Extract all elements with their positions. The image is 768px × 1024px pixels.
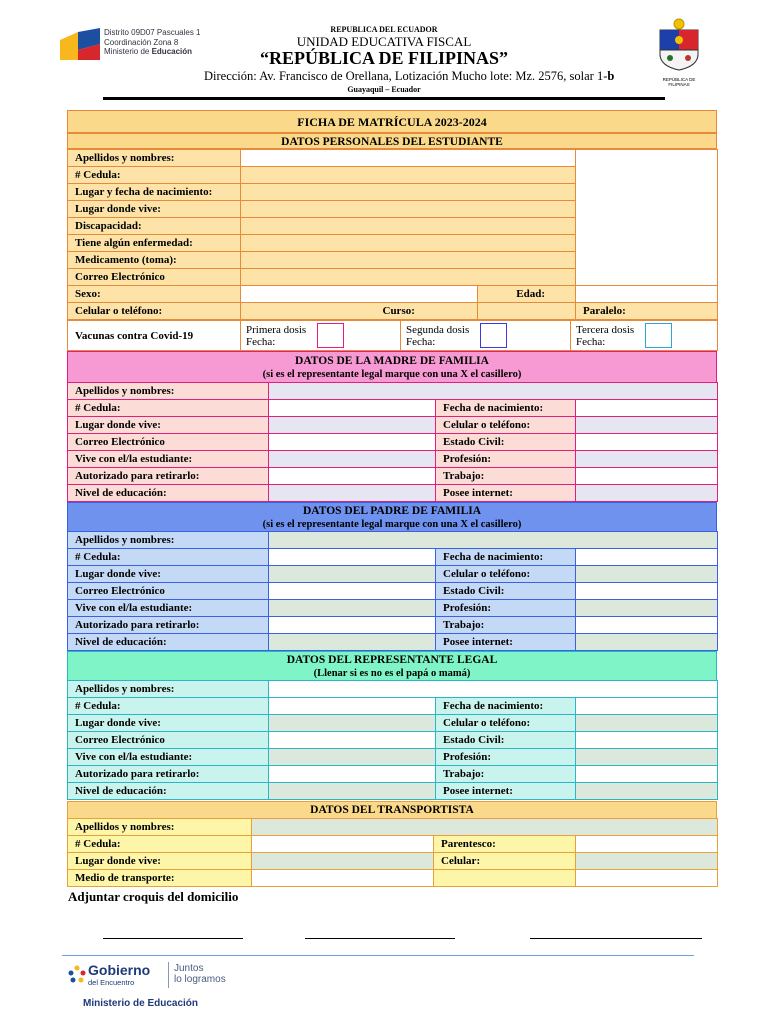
student-course-label: Curso:: [376, 303, 478, 320]
father-civil-label: Estado Civil:: [436, 583, 576, 600]
rep-authorized-field[interactable]: [269, 766, 436, 783]
student-names-field[interactable]: [241, 150, 576, 167]
student-lives-label: Lugar donde vive:: [68, 201, 241, 218]
dose3-checkbox[interactable]: [645, 323, 672, 348]
student-disability-label: Discapacidad:: [68, 218, 241, 235]
student-id-label: # Cedula:: [68, 167, 241, 184]
rep-internet-label: Posee internet:: [436, 783, 576, 800]
mother-authorized-field[interactable]: [269, 468, 436, 485]
mother-authorized-label: Autorizado para retirarlo:: [68, 468, 269, 485]
transport-medium-label: Medio de transporte:: [68, 870, 252, 887]
father-education-label: Nivel de educación:: [68, 634, 269, 651]
father-phone-label: Celular o teléfono:: [436, 566, 576, 583]
rep-liveswith-label: Vive con el/la estudiante:: [68, 749, 269, 766]
rep-email-label: Correo Electrónico: [68, 732, 269, 749]
rep-phone-label: Celular o teléfono:: [436, 715, 576, 732]
gobierno-text: Gobierno: [88, 962, 151, 978]
student-heading: DATOS PERSONALES DEL ESTUDIANTE: [67, 133, 717, 149]
rep-names-label: Apellidos y nombres:: [68, 681, 269, 698]
father-section: [67, 531, 717, 651]
student-section: [67, 149, 717, 351]
rep-id-label: # Cedula:: [68, 698, 269, 715]
father-civil-field[interactable]: [576, 583, 718, 600]
sketch-label: Adjuntar croquis del domicilio: [68, 889, 239, 904]
rep-section: [67, 680, 717, 800]
transport-cell-label: Celular:: [434, 853, 576, 870]
mother-job-field[interactable]: [576, 468, 718, 485]
transport-names-field[interactable]: [252, 819, 718, 836]
dose1-checkbox[interactable]: [317, 323, 344, 348]
transport-id-label: # Cedula:: [68, 836, 252, 853]
mother-section: [67, 382, 717, 502]
student-illness-field[interactable]: [241, 235, 576, 252]
transport-extra-field-2[interactable]: [576, 870, 718, 887]
mother-profession-field[interactable]: [576, 451, 718, 468]
mother-names-field[interactable]: [269, 383, 718, 400]
rep-liveswith-field[interactable]: [269, 749, 436, 766]
father-education-field[interactable]: [269, 634, 436, 651]
footer-ministry: Ministerio de Educación: [83, 998, 199, 1009]
student-vaccines-label: Vacunas contra Covid-19: [68, 321, 241, 351]
mother-email-label: Correo Electrónico: [68, 434, 269, 451]
gobierno-sub: del Encuentro: [88, 978, 135, 987]
student-phone-label: Celular o teléfono:: [68, 303, 241, 320]
transport-names-label: Apellidos y nombres:: [68, 819, 252, 836]
transport-heading: DATOS DEL TRANSPORTISTA: [67, 801, 717, 819]
transport-section: [67, 818, 717, 887]
mother-profession-label: Profesión:: [436, 451, 576, 468]
rep-education-label: Nivel de educación:: [68, 783, 269, 800]
signature-line-2[interactable]: [305, 938, 455, 939]
mother-internet-label: Posee internet:: [436, 485, 576, 502]
vaccine-dose1: Primera dosis Fecha:: [241, 321, 401, 351]
student-lives-field[interactable]: [241, 201, 576, 218]
rep-birth-label: Fecha de nacimiento:: [436, 698, 576, 715]
father-liveswith-field[interactable]: [269, 600, 436, 617]
gobierno-logo-icon: [68, 964, 86, 986]
father-birth-label: Fecha de nacimiento:: [436, 549, 576, 566]
vaccine-dose2: Segunda dosis Fecha:: [401, 321, 571, 351]
transport-cell-field[interactable]: [576, 853, 718, 870]
father-names-field[interactable]: [269, 532, 718, 549]
header-address: Dirección: Av. Francisco de Orellana, Lotización Mucho lote: Mz. 2576, solar 1-b: [204, 69, 615, 83]
mother-names-label: Apellidos y nombres:: [68, 383, 269, 400]
father-lives-field[interactable]: [269, 566, 436, 583]
header-unit: UNIDAD EDUCATIVA FISCAL: [296, 34, 472, 49]
ministry-logo-text: Distrito 09D07 Pascuales 1 Coordinación Zona 8 Ministerio de Educación: [104, 28, 201, 56]
father-job-label: Trabajo:: [436, 617, 576, 634]
father-authorized-label: Autorizado para retirarlo:: [68, 617, 269, 634]
student-phone-field[interactable]: [241, 303, 376, 320]
student-medication-label: Medicamento (toma):: [68, 252, 241, 269]
header-country: REPUBLICA DEL ECUADOR: [330, 25, 438, 34]
rep-phone-field[interactable]: [576, 715, 718, 732]
footer-rule: [62, 955, 694, 956]
transport-medium-field[interactable]: [252, 870, 434, 887]
dose2-checkbox[interactable]: [480, 323, 507, 348]
rep-job-field[interactable]: [576, 766, 718, 783]
mother-liveswith-label: Vive con el/la estudiante:: [68, 451, 269, 468]
mother-phone-field[interactable]: [576, 417, 718, 434]
student-age-field[interactable]: [576, 286, 718, 303]
mother-phone-label: Celular o teléfono:: [436, 417, 576, 434]
student-course-field[interactable]: [478, 303, 576, 320]
mother-birth-label: Fecha de nacimiento:: [436, 400, 576, 417]
rep-lives-label: Lugar donde vive:: [68, 715, 269, 732]
rep-education-field[interactable]: [269, 783, 436, 800]
rep-names-field[interactable]: [269, 681, 718, 698]
mother-email-field[interactable]: [269, 434, 436, 451]
father-email-field[interactable]: [269, 583, 436, 600]
father-email-label: Correo Electrónico: [68, 583, 269, 600]
mother-civil-label: Estado Civil:: [436, 434, 576, 451]
student-parallel-label: Paralelo:: [576, 303, 718, 320]
transport-extra-field[interactable]: [434, 870, 576, 887]
rep-birth-field[interactable]: [576, 698, 718, 715]
student-email-label: Correo Electrónico: [68, 269, 241, 286]
father-internet-label: Posee internet:: [436, 634, 576, 651]
father-birth-field[interactable]: [576, 549, 718, 566]
father-phone-field[interactable]: [576, 566, 718, 583]
father-liveswith-label: Vive con el/la estudiante:: [68, 600, 269, 617]
father-names-label: Apellidos y nombres:: [68, 532, 269, 549]
rep-lives-field[interactable]: [269, 715, 436, 732]
mother-job-label: Trabajo:: [436, 468, 576, 485]
student-illness-label: Tiene algún enfermedad:: [68, 235, 241, 252]
father-profession-label: Profesión:: [436, 600, 576, 617]
student-email-field[interactable]: [241, 269, 576, 286]
header-school: “REPÚBLICA DE FILIPINAS”: [259, 48, 509, 68]
father-authorized-field[interactable]: [269, 617, 436, 634]
vaccine-dose3: Tercera dosis Fecha:: [571, 321, 718, 351]
header-city: Guayaquil – Ecuador: [347, 85, 421, 94]
mother-lives-field[interactable]: [269, 417, 436, 434]
student-sex-field[interactable]: [241, 286, 478, 303]
father-job-field[interactable]: [576, 617, 718, 634]
transport-relation-field[interactable]: [576, 836, 718, 853]
school-seal: REPÚBLICA DE FILIPINAS: [652, 16, 706, 78]
seal-icon: [652, 16, 706, 78]
mother-internet-field[interactable]: [576, 485, 718, 502]
father-heading: DATOS DEL PADRE DE FAMILIA (si es el representante legal marque con una X el casillero): [67, 502, 717, 532]
mother-education-field[interactable]: [269, 485, 436, 502]
student-medication-field[interactable]: [241, 252, 576, 269]
mother-id-label: # Cedula:: [68, 400, 269, 417]
rep-civil-field[interactable]: [576, 732, 718, 749]
gobierno-divider: [168, 962, 169, 988]
student-id-field[interactable]: [241, 167, 576, 184]
mother-id-field[interactable]: [269, 400, 436, 417]
mother-birth-field[interactable]: [576, 400, 718, 417]
father-internet-field[interactable]: [576, 634, 718, 651]
rep-authorized-label: Autorizado para retirarlo:: [68, 766, 269, 783]
father-profession-field[interactable]: [576, 600, 718, 617]
rep-internet-field[interactable]: [576, 783, 718, 800]
student-photo-box[interactable]: [576, 150, 718, 286]
signature-line-3[interactable]: [530, 938, 702, 939]
rep-heading: DATOS DEL REPRESENTANTE LEGAL (Llenar si es no es el papá o mamá): [67, 651, 717, 681]
father-lives-label: Lugar donde vive:: [68, 566, 269, 583]
rep-profession-label: Profesión:: [436, 749, 576, 766]
father-id-field[interactable]: [269, 549, 436, 566]
student-sex-label: Sexo:: [68, 286, 241, 303]
student-names-label: Apellidos y nombres:: [68, 150, 241, 167]
rep-email-field[interactable]: [269, 732, 436, 749]
transport-lives-field[interactable]: [252, 853, 434, 870]
mother-civil-field[interactable]: [576, 434, 718, 451]
student-birth-field[interactable]: [241, 184, 576, 201]
mother-liveswith-field[interactable]: [269, 451, 436, 468]
header-rule: [103, 97, 665, 100]
transport-id-field[interactable]: [252, 836, 434, 853]
student-age-label: Edad:: [478, 286, 576, 303]
rep-profession-field[interactable]: [576, 749, 718, 766]
rep-id-field[interactable]: [269, 698, 436, 715]
rep-job-label: Trabajo:: [436, 766, 576, 783]
student-birth-label: Lugar y fecha de nacimiento:: [68, 184, 241, 201]
form-title: FICHA DE MATRÍCULA 2023-2024: [67, 110, 717, 133]
student-disability-field[interactable]: [241, 218, 576, 235]
father-id-label: # Cedula:: [68, 549, 269, 566]
mother-lives-label: Lugar donde vive:: [68, 417, 269, 434]
transport-lives-label: Lugar donde vive:: [68, 853, 252, 870]
rep-civil-label: Estado Civil:: [436, 732, 576, 749]
signature-line-1[interactable]: [103, 938, 243, 939]
gobierno-slogan: Juntos lo logramos: [174, 963, 226, 985]
mother-heading: DATOS DE LA MADRE DE FAMILIA (si es el representante legal marque con una X el casillero): [67, 351, 717, 383]
mother-education-label: Nivel de educación:: [68, 485, 269, 502]
transport-relation-label: Parentesco:: [434, 836, 576, 853]
